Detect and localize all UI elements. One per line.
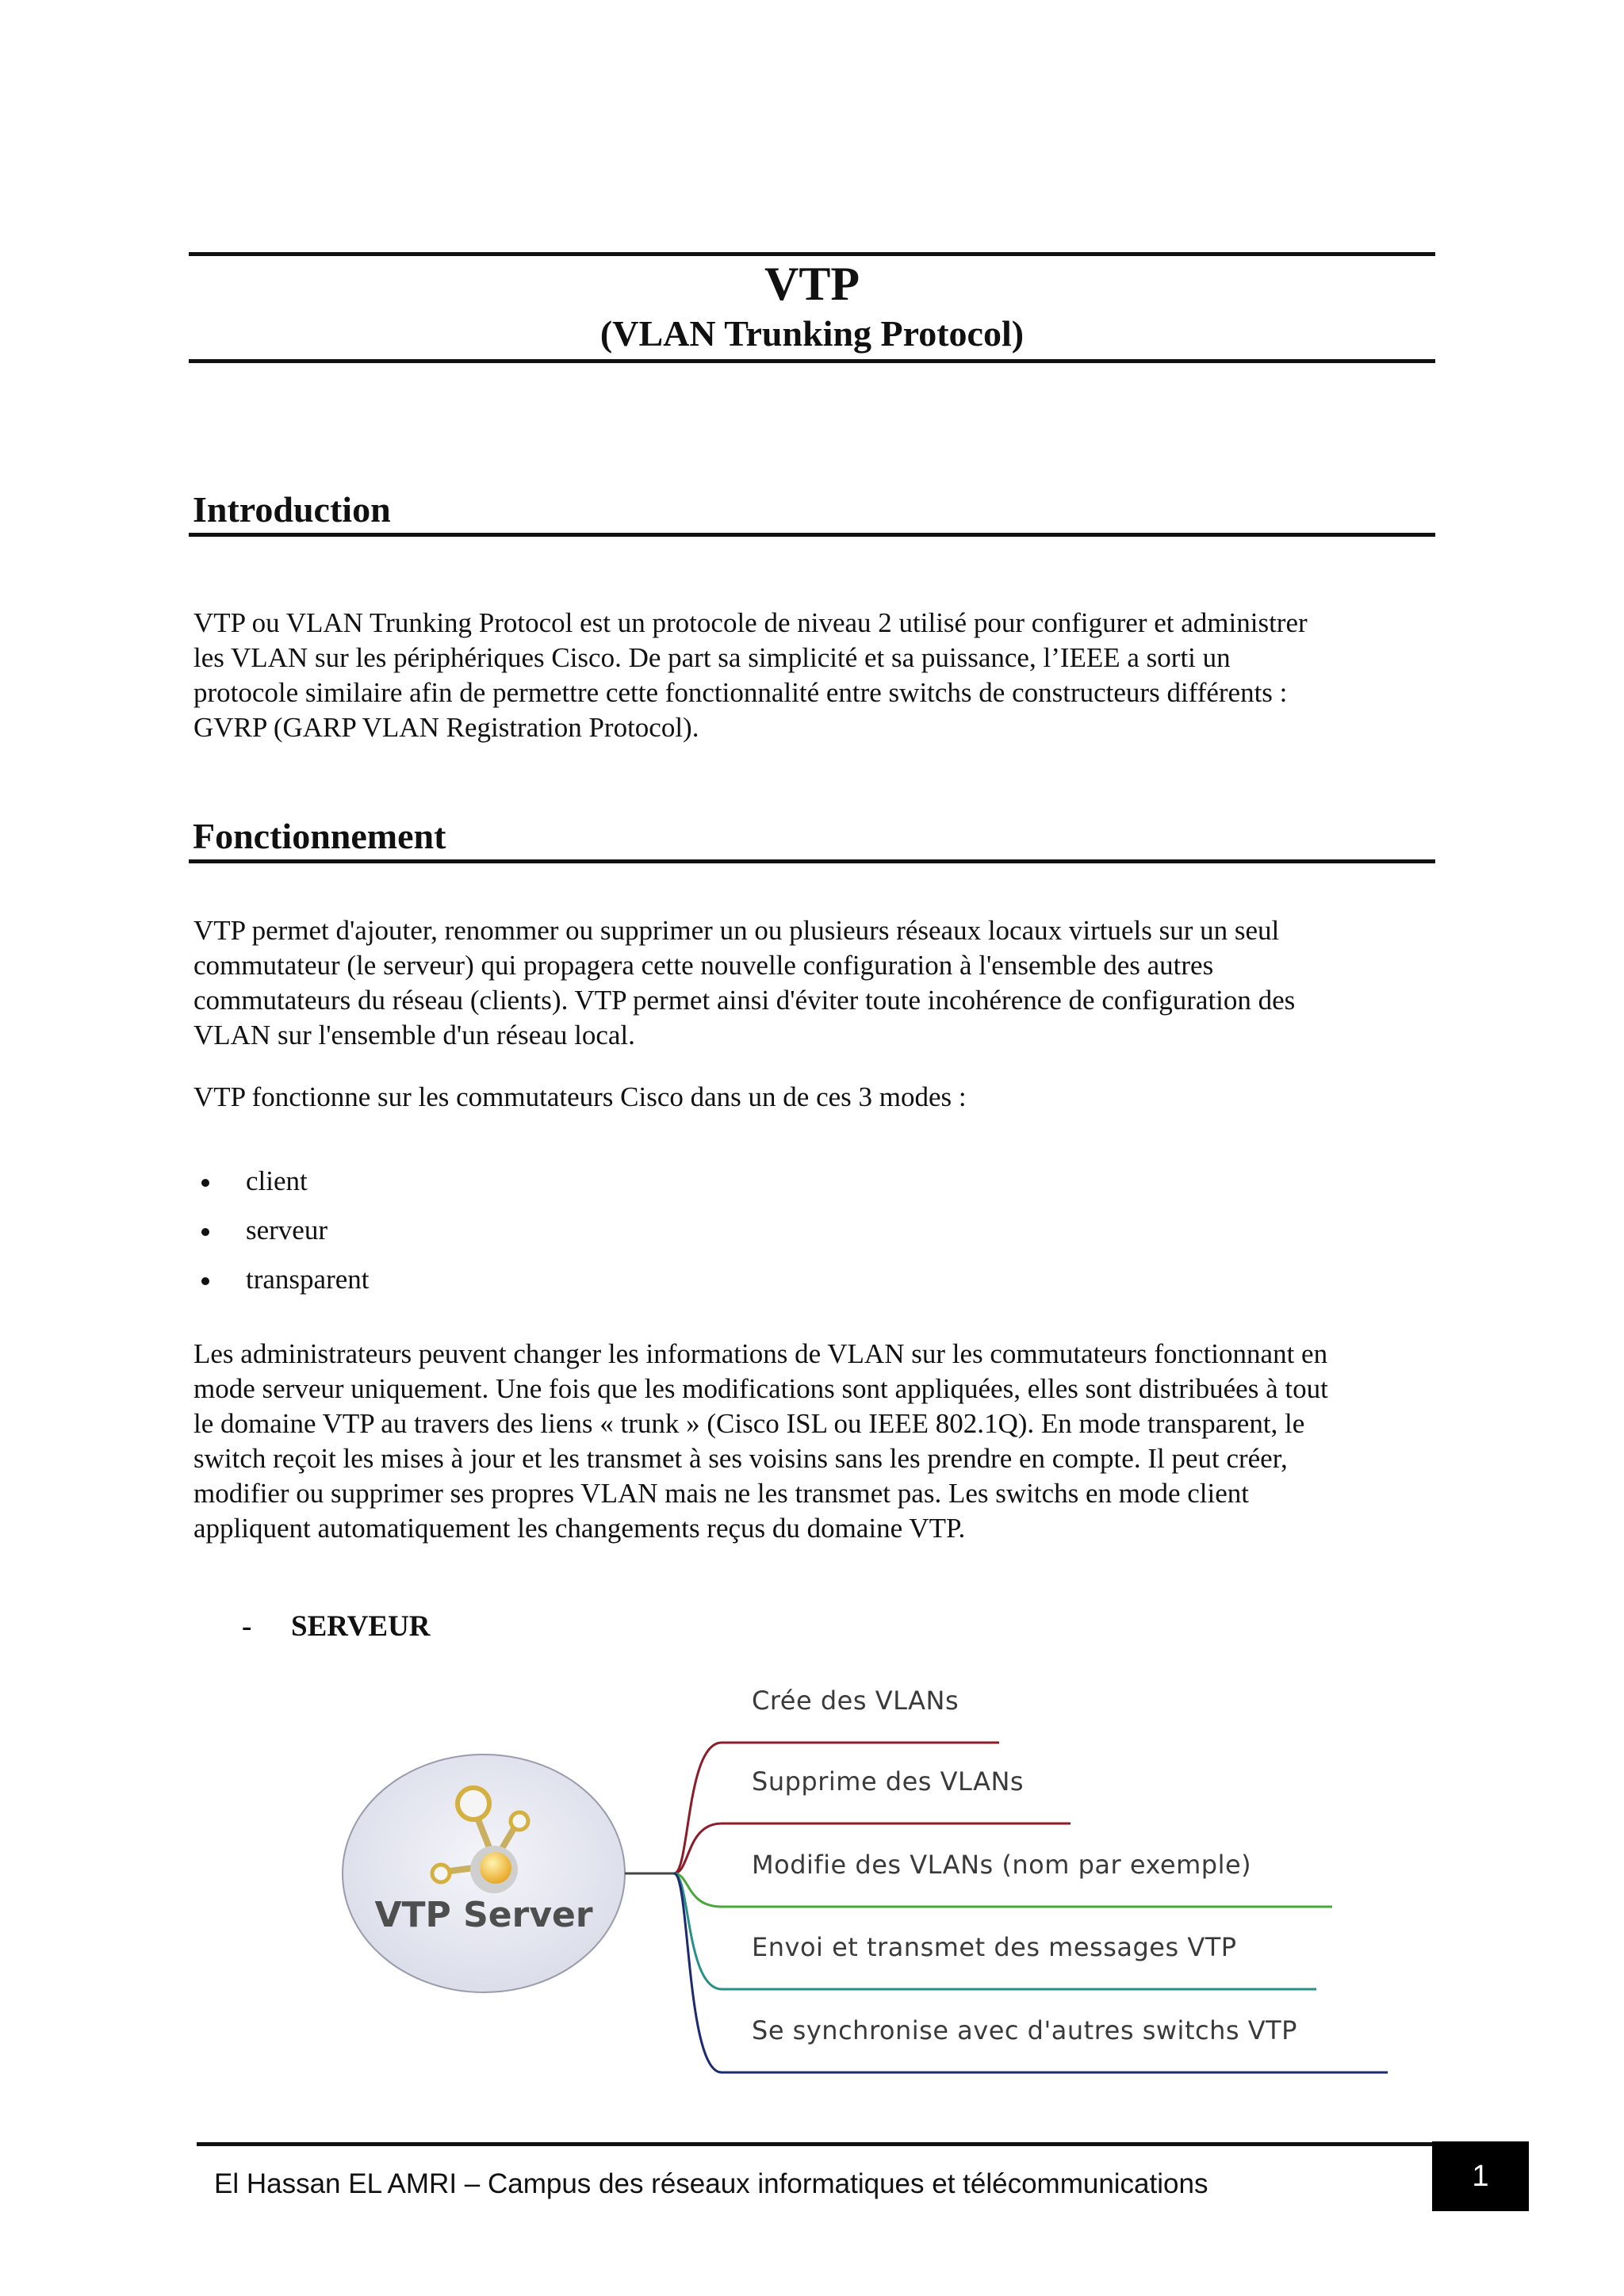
section-heading-introduction: Introduction xyxy=(193,489,391,530)
bullet-icon xyxy=(201,1228,209,1236)
branch-connector xyxy=(674,1873,1316,1989)
paragraph-line: protocole similaire afin de permettre cette fonctionnalité entre switchs de constructeurs différents : xyxy=(193,677,1288,708)
fonctionnement-paragraph-2 xyxy=(193,1080,1446,1115)
paragraph-line: commutateurs du réseau (clients). VTP permet ainsi d'éviter toute incohérence de configuration des xyxy=(193,985,1296,1016)
section-rule-introduction xyxy=(189,533,1435,537)
document-subtitle: (VLAN Trunking Protocol) xyxy=(599,313,1025,354)
paragraph-line: mode serveur uniquement. Une fois que les modifications sont appliquées, elles sont distribuées à tout xyxy=(193,1373,1328,1404)
branch-label-sync: Se synchronise avec d'autres switchs VTP xyxy=(752,2015,1297,2045)
paragraph-line: appliquent automatiquement les changements reçus du domaine VTP. xyxy=(193,1513,966,1544)
branch-label-messages: Envoi et transmet des messages VTP xyxy=(752,1932,1237,1962)
section-heading-fonctionnement: Fonctionnement xyxy=(193,816,446,856)
dash-marker: - xyxy=(242,1610,252,1643)
section-rule-fonctionnement xyxy=(189,859,1435,863)
paragraph-line: VLAN sur l'ensemble d'un réseau local. xyxy=(193,1020,635,1050)
vtp-server-diagram xyxy=(285,1677,1396,2089)
bullet-icon xyxy=(201,1179,209,1187)
list-item-label: transparent xyxy=(246,1264,370,1295)
paragraph-line: commutateur (le serveur) qui propagera cette nouvelle configuration à l'ensemble des autres xyxy=(193,950,1214,981)
paragraph-line: VTP permet d'ajouter, renommer ou supprimer un ou plusieurs réseaux locaux virtuels sur un seul xyxy=(193,915,1280,946)
fonctionnement-paragraph-3 xyxy=(193,1337,1446,1546)
paragraph-line: Les administrateurs peuvent changer les informations de VLAN sur les commutateurs fonctionnant en xyxy=(193,1338,1328,1369)
branch-label-create: Crée des VLANs xyxy=(752,1686,959,1716)
paragraph-line: le domaine VTP au travers des liens « trunk » (Cisco ISL ou IEEE 802.1Q). En mode transparent, le xyxy=(193,1408,1305,1439)
paragraph-line: VTP fonctionne sur les commutateurs Cisco dans un de ces 3 modes : xyxy=(193,1081,967,1112)
introduction-paragraph xyxy=(193,606,1446,745)
paragraph-line: switch reçoit les mises à jour et les transmet à ses voisins sans les prendre en compte. Il peut créer, xyxy=(193,1443,1288,1474)
subsection-label: SERVEUR xyxy=(291,1610,431,1643)
footer-rule xyxy=(197,2142,1435,2146)
branch-label-delete: Supprime des VLANs xyxy=(752,1766,1025,1797)
paragraph-line: VTP ou VLAN Trunking Protocol est un protocole de niveau 2 utilisé pour configurer et administrer xyxy=(193,607,1308,638)
paragraph-line: les VLAN sur les périphériques Cisco. De part sa simplicité et sa puissance, l’IEEE a sorti un xyxy=(193,642,1231,673)
server-label: VTP Server xyxy=(374,1895,593,1935)
bullet-icon xyxy=(201,1277,209,1285)
title-rule-bottom xyxy=(189,359,1435,363)
document-title: VTP xyxy=(764,258,860,310)
paragraph-line: modifier ou supprimer ses propres VLAN mais ne les transmet pas. Les switchs en mode client xyxy=(193,1478,1250,1509)
list-item-label: serveur xyxy=(246,1215,328,1246)
footer-text: El Hassan EL AMRI – Campus des réseaux informatiques et télécommunications xyxy=(214,2168,1208,2199)
paragraph-line: GVRP (GARP VLAN Registration Protocol). xyxy=(193,712,699,743)
branch-label-modify: Modifie des VLANs (nom par exemple) xyxy=(752,1850,1252,1880)
list-item-label: client xyxy=(246,1165,308,1196)
fonctionnement-paragraph-1 xyxy=(193,913,1446,1053)
page-number: 1 xyxy=(1432,2141,1529,2211)
